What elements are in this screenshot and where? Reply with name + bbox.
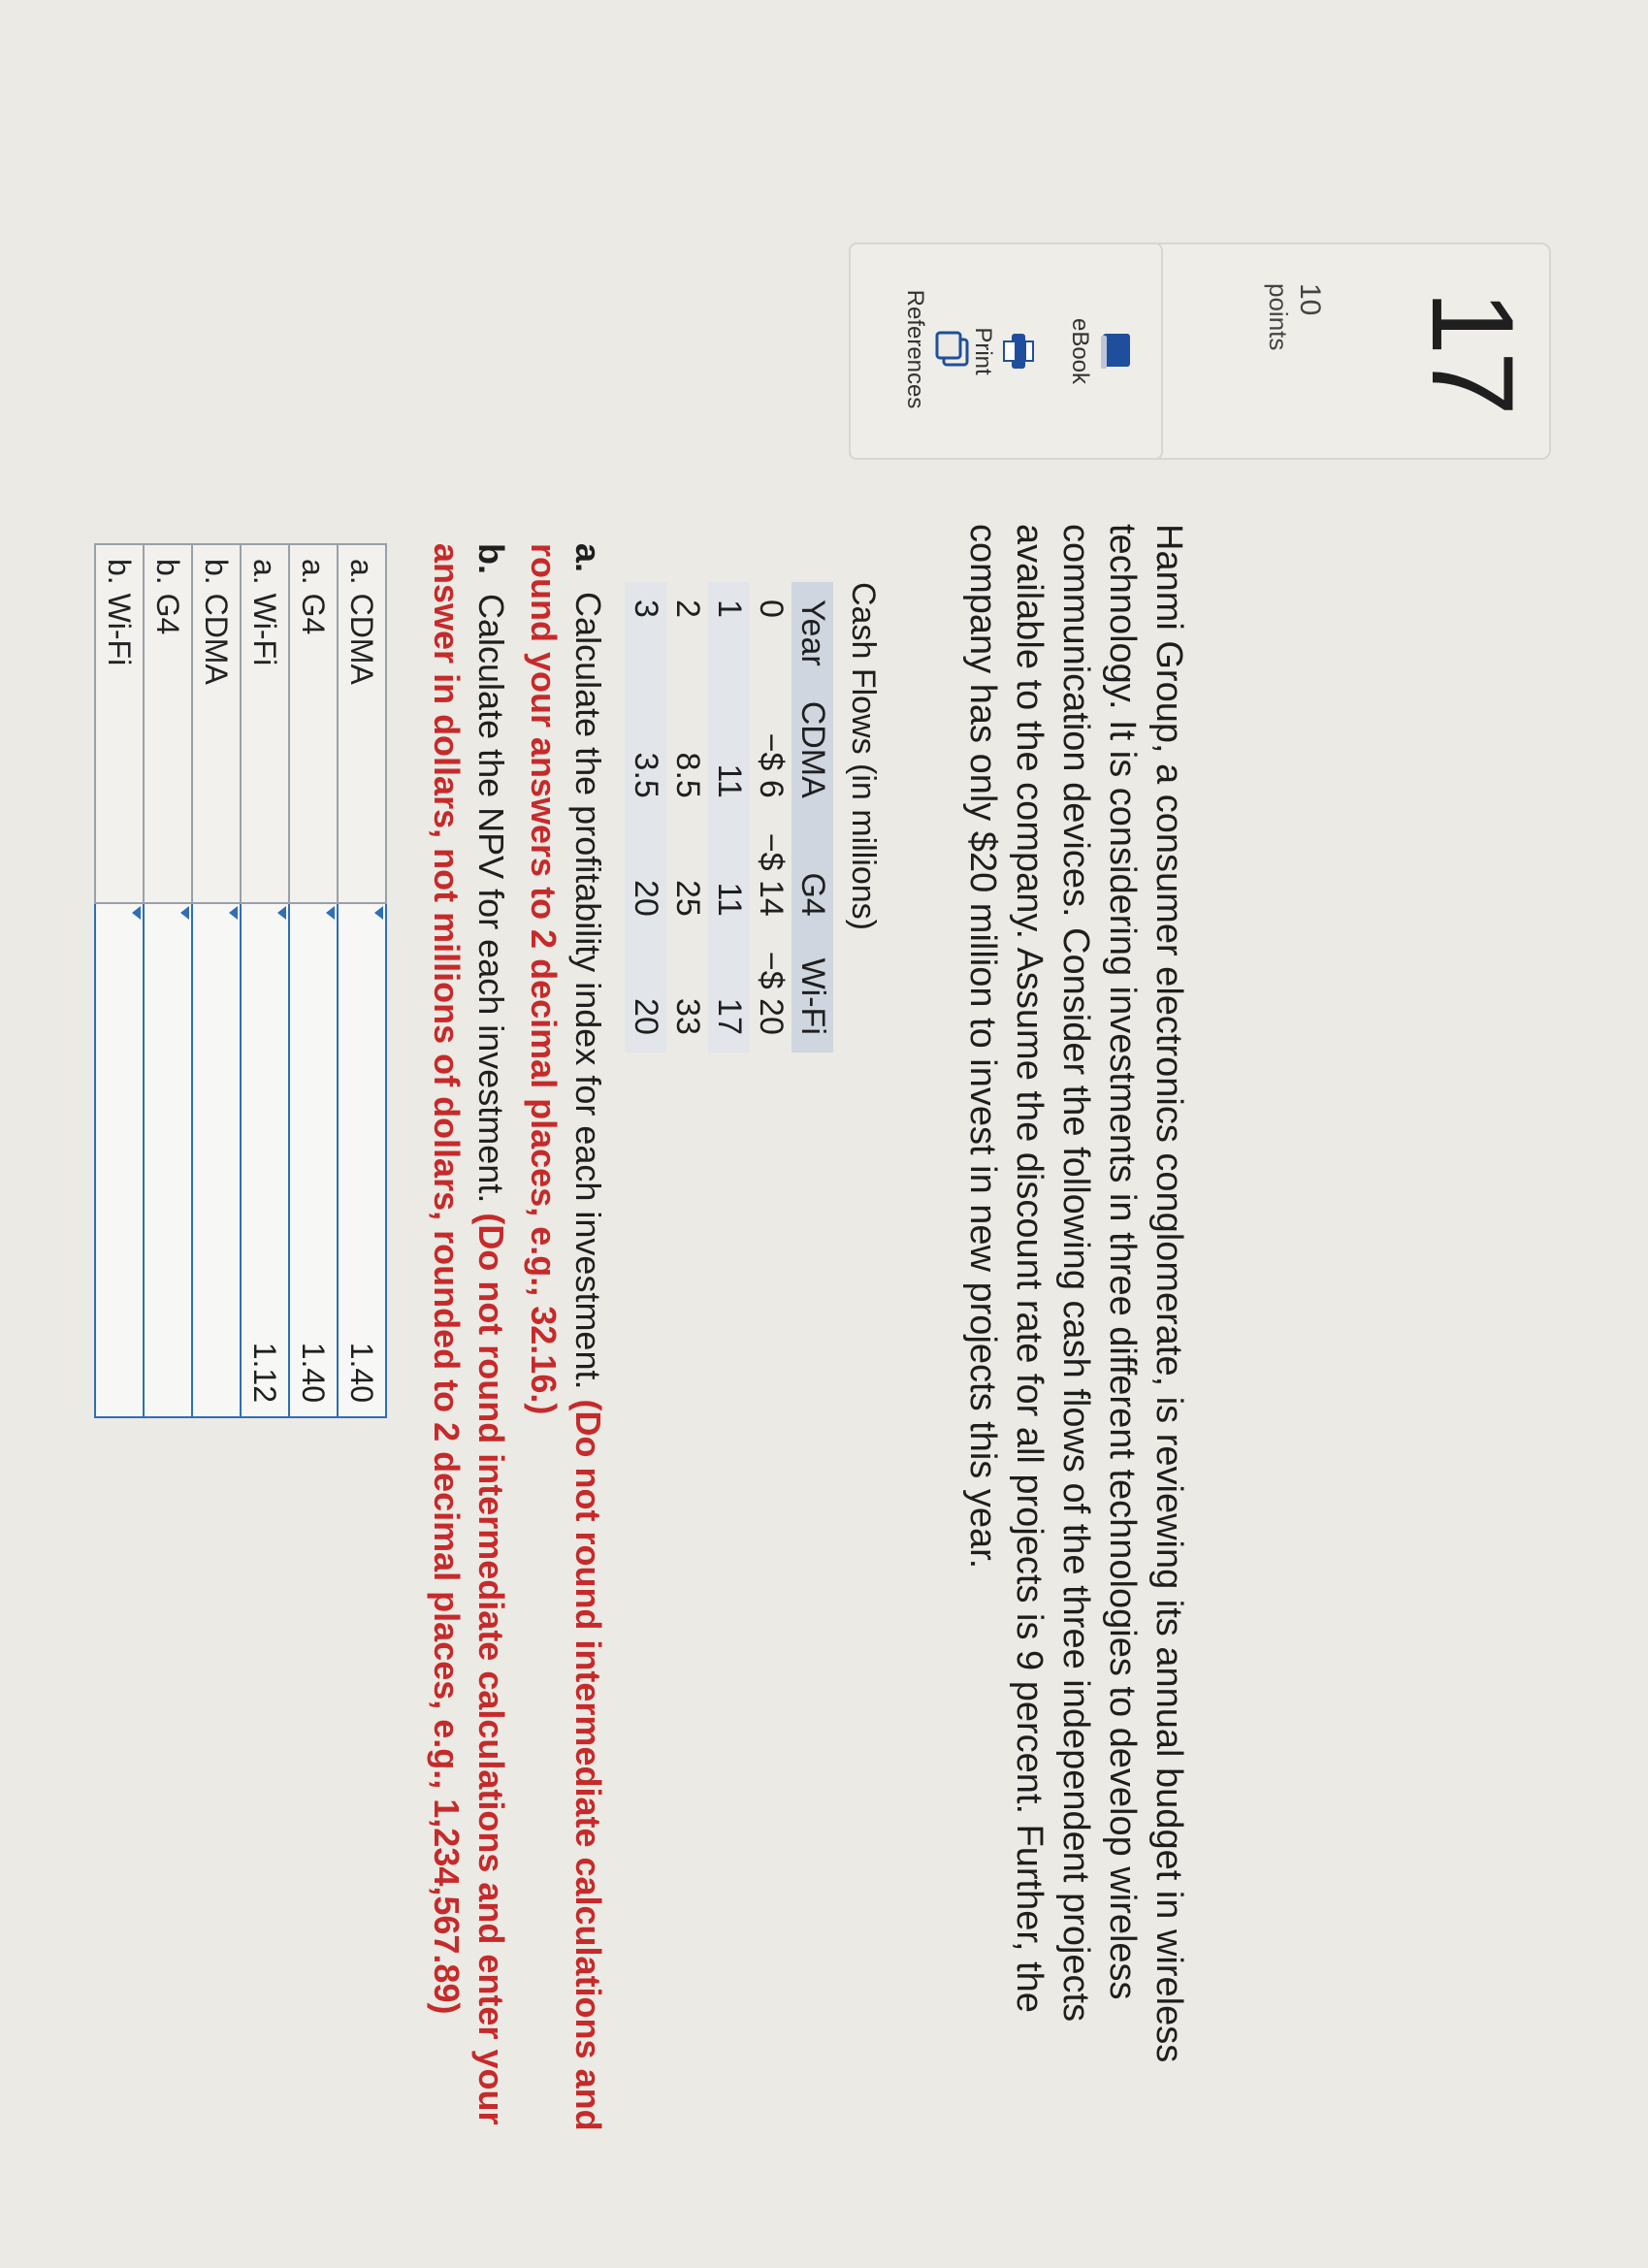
answer-label: a. CDMA <box>338 544 386 903</box>
table-row <box>708 582 750 1053</box>
cell-year: 0 <box>753 599 790 618</box>
question-text: Hanmi Group, a consumer electronics conglomerate, is reviewing its annual budget in wireless technology. It is considering investments in three different technologies to develop wireless communication devices. Consider the following cash flows of the three independent projects available to the company. Assume the discount rate for all projects is 9 percent. Further, the company has only $20 million to invest in new projects this year. <box>962 524 1189 2063</box>
cash-flow-header-row <box>792 582 833 1053</box>
answer-value: 1.40 <box>296 1342 332 1403</box>
answer-label: a. G4 <box>289 544 338 903</box>
answer-marker-icon <box>374 906 383 920</box>
cell-g4: 25 <box>669 880 706 917</box>
points-indicator <box>1263 283 1326 429</box>
cell-wifi: 33 <box>669 998 706 1035</box>
table-row <box>666 582 708 1053</box>
header-g4: G4 <box>792 816 833 934</box>
points-value: 10 <box>1294 283 1326 316</box>
part-a-text: Calculate the profitability index for each investment. <box>568 592 608 1390</box>
answer-marker-icon <box>132 906 141 920</box>
table-row <box>625 582 666 1053</box>
cash-flow-table <box>625 582 833 1053</box>
header-year: Year <box>792 582 833 684</box>
answer-row <box>95 544 144 1417</box>
answer-row <box>144 544 192 1417</box>
references-button[interactable] <box>901 243 969 456</box>
cell-cdma: −$ 6 <box>753 732 790 798</box>
part-a-note: (Do not round intermediate calculations and round your answers to 2 decimal places, e.g., 32.16.) <box>524 543 608 2131</box>
cash-flow-title: Cash Flows (in millions) <box>845 582 882 930</box>
answer-marker-icon <box>277 906 286 920</box>
answer-input-b-cdma[interactable] <box>192 903 241 1417</box>
question-number: 17 <box>1407 290 1537 412</box>
cell-wifi: −$ 20 <box>753 951 790 1035</box>
answer-row <box>192 544 241 1417</box>
answer-input-a-wifi[interactable] <box>241 903 289 1417</box>
answer-label: b. CDMA <box>192 544 241 903</box>
header-wifi: Wi-Fi <box>792 934 833 1053</box>
header-cdma: CDMA <box>792 684 833 816</box>
answer-input-b-g4[interactable] <box>144 903 192 1417</box>
references-label: References <box>902 289 928 409</box>
printer-icon <box>1002 332 1035 371</box>
table-row <box>750 582 792 1053</box>
cell-wifi: 20 <box>625 934 666 1053</box>
cell-year: 2 <box>669 599 706 618</box>
cell-cdma: 11 <box>708 684 750 816</box>
answer-marker-icon <box>229 906 238 920</box>
print-button[interactable] <box>969 244 1035 458</box>
answer-label: b. Wi-Fi <box>95 544 144 903</box>
ebook-label: eBook <box>1067 317 1093 385</box>
cell-wifi: 17 <box>708 934 750 1053</box>
answer-marker-icon <box>326 906 335 920</box>
ebook-button[interactable] <box>1066 244 1132 458</box>
part-b-text: Calculate the NPV for each investment. <box>471 594 511 1204</box>
cell-g4: 20 <box>625 816 666 934</box>
side-tools <box>849 243 1163 460</box>
part-a-tag: a. <box>568 543 608 573</box>
points-label: points <box>1264 283 1293 351</box>
cell-year: 3 <box>625 582 666 684</box>
answer-row <box>241 544 289 1417</box>
answer-grid <box>94 543 387 1418</box>
answer-row <box>338 544 386 1417</box>
part-b-note: (Do not round intermediate calculations and enter your answer in dollars, not millions of dollars, rounded to 2 decimal places, e.g., 1,234,567.89) <box>427 543 511 2125</box>
cell-g4: 11 <box>708 816 750 934</box>
answer-input-b-wifi[interactable] <box>95 903 144 1417</box>
answer-label: b. G4 <box>144 544 192 903</box>
question-number-box <box>1120 243 1551 460</box>
answer-marker-icon <box>180 906 189 920</box>
part-b <box>424 543 513 2144</box>
print-label: Print <box>970 327 996 375</box>
part-a <box>521 543 610 2144</box>
part-b-tag: b. <box>471 543 511 574</box>
answer-value: 1.40 <box>344 1342 380 1403</box>
answer-input-a-g4[interactable] <box>289 903 338 1417</box>
book-icon <box>1099 332 1132 371</box>
answer-label: a. Wi-Fi <box>241 544 289 903</box>
cell-cdma: 8.5 <box>669 752 706 798</box>
cell-g4: −$ 14 <box>753 832 790 917</box>
cell-cdma: 3.5 <box>625 684 666 816</box>
cell-year: 1 <box>708 582 750 684</box>
answer-value: 1.12 <box>247 1342 283 1403</box>
copy-icon <box>934 330 969 369</box>
answer-row <box>289 544 338 1417</box>
answer-input-a-cdma[interactable] <box>338 903 386 1417</box>
